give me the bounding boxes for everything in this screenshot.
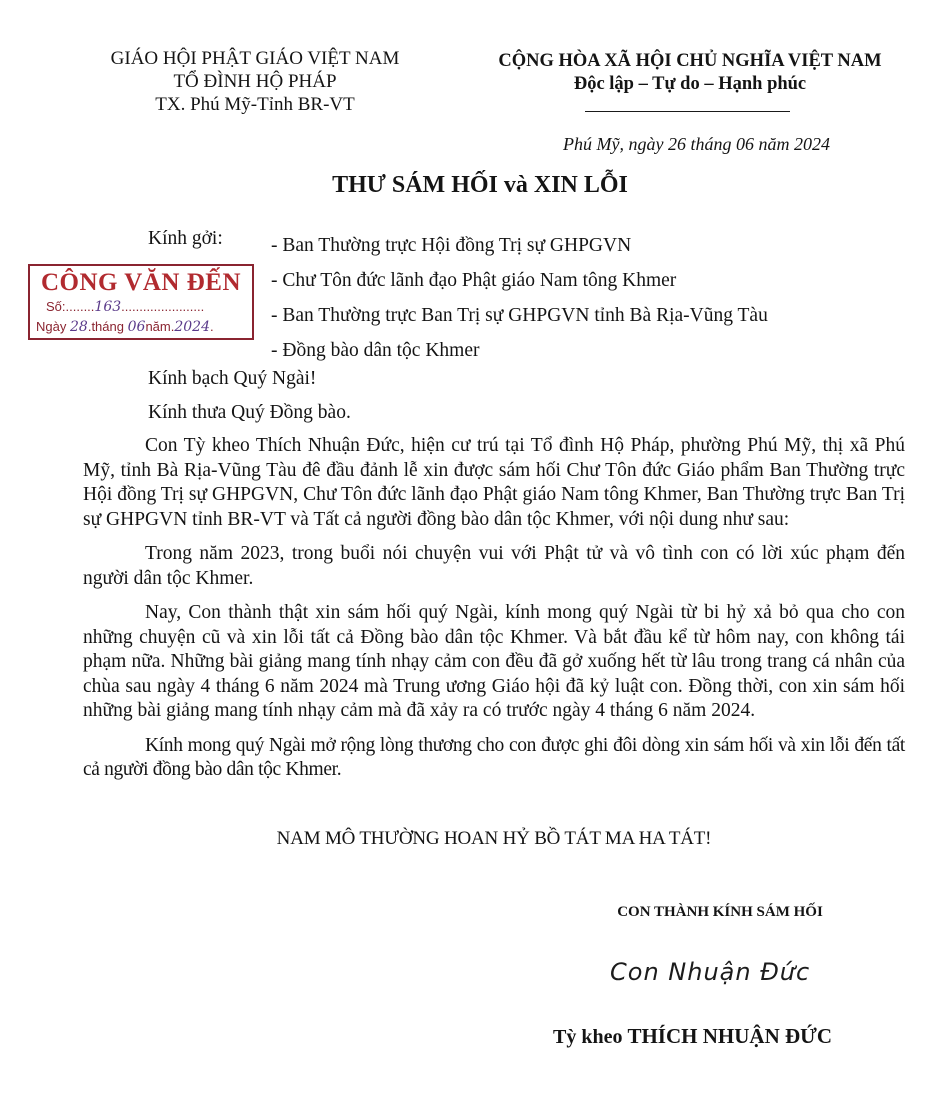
stamp-day-label: Ngày bbox=[36, 319, 67, 334]
issuer-temple: TỔ ĐÌNH HỘ PHÁP bbox=[173, 71, 337, 92]
received-stamp bbox=[28, 264, 254, 340]
stamp-number-line: Số:........163....................... bbox=[46, 299, 205, 315]
recipient-item: - Ban Thường trực Ban Trị sự GHPGVN tỉnh Bà Rịa-Vũng Tàu bbox=[271, 305, 768, 326]
issuer-location: TX. Phú Mỹ-Tỉnh BR-VT bbox=[155, 94, 355, 115]
stamp-number-label: Số: bbox=[46, 299, 66, 314]
stamp-year-label: năm bbox=[145, 319, 171, 334]
body-paragraph: Con Tỳ kheo Thích Nhuận Đức, hiện cư trú tại Tổ đình Hộ Pháp, phường Phú Mỹ, thị xã Phú Mỹ, tỉnh Bà Rịa-Vũng Tàu đê đầu đảnh lễ xin được sám hối Chư Tôn đức Giáo phẩm Ban Thường trực Hội đồng Trị sự GHPGVN, Chư Tôn đức lãnh đạo Phật giáo Nam tông Khmer, Ban Thường trực Ban Trị sự GHPGVN tỉnh BR-VT và Tất cả người đồng bào dân tộc Khmer, với nội dung như sau: bbox=[83, 435, 905, 530]
document-title: THƯ SÁM HỐI và XIN LỖI bbox=[332, 172, 628, 198]
national-title: CỘNG HÒA XÃ HỘI CHỦ NGHĨA VIỆT NAM bbox=[498, 51, 882, 71]
stamp-title: CÔNG VĂN ĐẾN bbox=[41, 269, 241, 296]
body-paragraph: Kính mong quý Ngài mở rộng lòng thương cho con được ghi đôi dòng xin sám hối và xin lỗi đến tất cả người đồng bào dân tộc Khmer. bbox=[83, 734, 905, 780]
stamp-date-line: Ngày 28.tháng 06năm.2024. bbox=[36, 319, 214, 335]
stamp-number-value: 163 bbox=[94, 299, 122, 315]
header-divider bbox=[585, 111, 790, 112]
recipient-item: - Chư Tôn đức lãnh đạo Phật giáo Nam tông Khmer bbox=[271, 270, 677, 291]
issuer-header bbox=[70, 47, 440, 116]
issuer-org: GIÁO HỘI PHẬT GIÁO VIỆT NAM bbox=[110, 48, 400, 69]
addressee-label: Kính gởi: bbox=[148, 228, 223, 249]
letter-body bbox=[83, 434, 905, 793]
salutation-monks: Kính bạch Quý Ngài! bbox=[148, 368, 317, 389]
stamp-year-value: 2024 bbox=[174, 319, 210, 335]
signature-heading: CON THÀNH KÍNH SÁM HỐI bbox=[617, 904, 823, 920]
national-header bbox=[470, 50, 910, 96]
recipient-item: - Ban Thường trực Hội đồng Trị sự GHPGVN bbox=[271, 235, 632, 256]
body-paragraph: Nay, Con thành thật xin sám hối quý Ngài, kính mong quý Ngài từ bi hỷ xả bỏ qua cho con những chuyện cũ và xin lỗi tất cả Đồng bào dân tộc Khmer. Và bắt đầu kể từ hôm nay, con không tái phạm nữa. Những bài giảng mang tính nhạy cảm con đều đã gở xuống hết từ lâu trong trang cá nhân của chùa sau ngày 4 tháng 6 năm 2024 mà Trung ương Giáo hội đã kỷ luật con. Đồng thời, con xin sám hối những bài giảng mang tính nhạy cảm mà đã xảy ra có trước ngày 4 tháng 6 năm 2024. bbox=[83, 602, 905, 721]
recipient-item: - Đồng bào dân tộc Khmer bbox=[271, 340, 480, 361]
stamp-day-value: 28 bbox=[69, 319, 88, 335]
signatory-prefix: Tỳ kheo bbox=[553, 1026, 623, 1048]
handwritten-signature: Con Nhuận Đức bbox=[610, 958, 811, 986]
national-motto: Độc lập – Tự do – Hạnh phúc bbox=[573, 74, 807, 94]
closing-invocation: NAM MÔ THƯỜNG HOAN HỶ BỒ TÁT MA HA TÁT! bbox=[276, 828, 712, 849]
stamp-month-value: 06 bbox=[127, 319, 146, 335]
body-paragraph: Trong năm 2023, trong buổi nói chuyện vui với Phật tử và vô tình con có lời xúc phạm đến người dân tộc Khmer. bbox=[83, 543, 905, 589]
stamp-month-label: tháng bbox=[91, 319, 124, 334]
date-line: Phú Mỹ, ngày 26 tháng 06 năm 2024 bbox=[563, 134, 830, 154]
salutation-people: Kính thưa Quý Đồng bào. bbox=[148, 402, 351, 423]
signatory-name bbox=[553, 1024, 832, 1049]
recipient-list bbox=[271, 228, 768, 368]
signatory-fullname: THÍCH NHUẬN ĐỨC bbox=[627, 1024, 833, 1048]
